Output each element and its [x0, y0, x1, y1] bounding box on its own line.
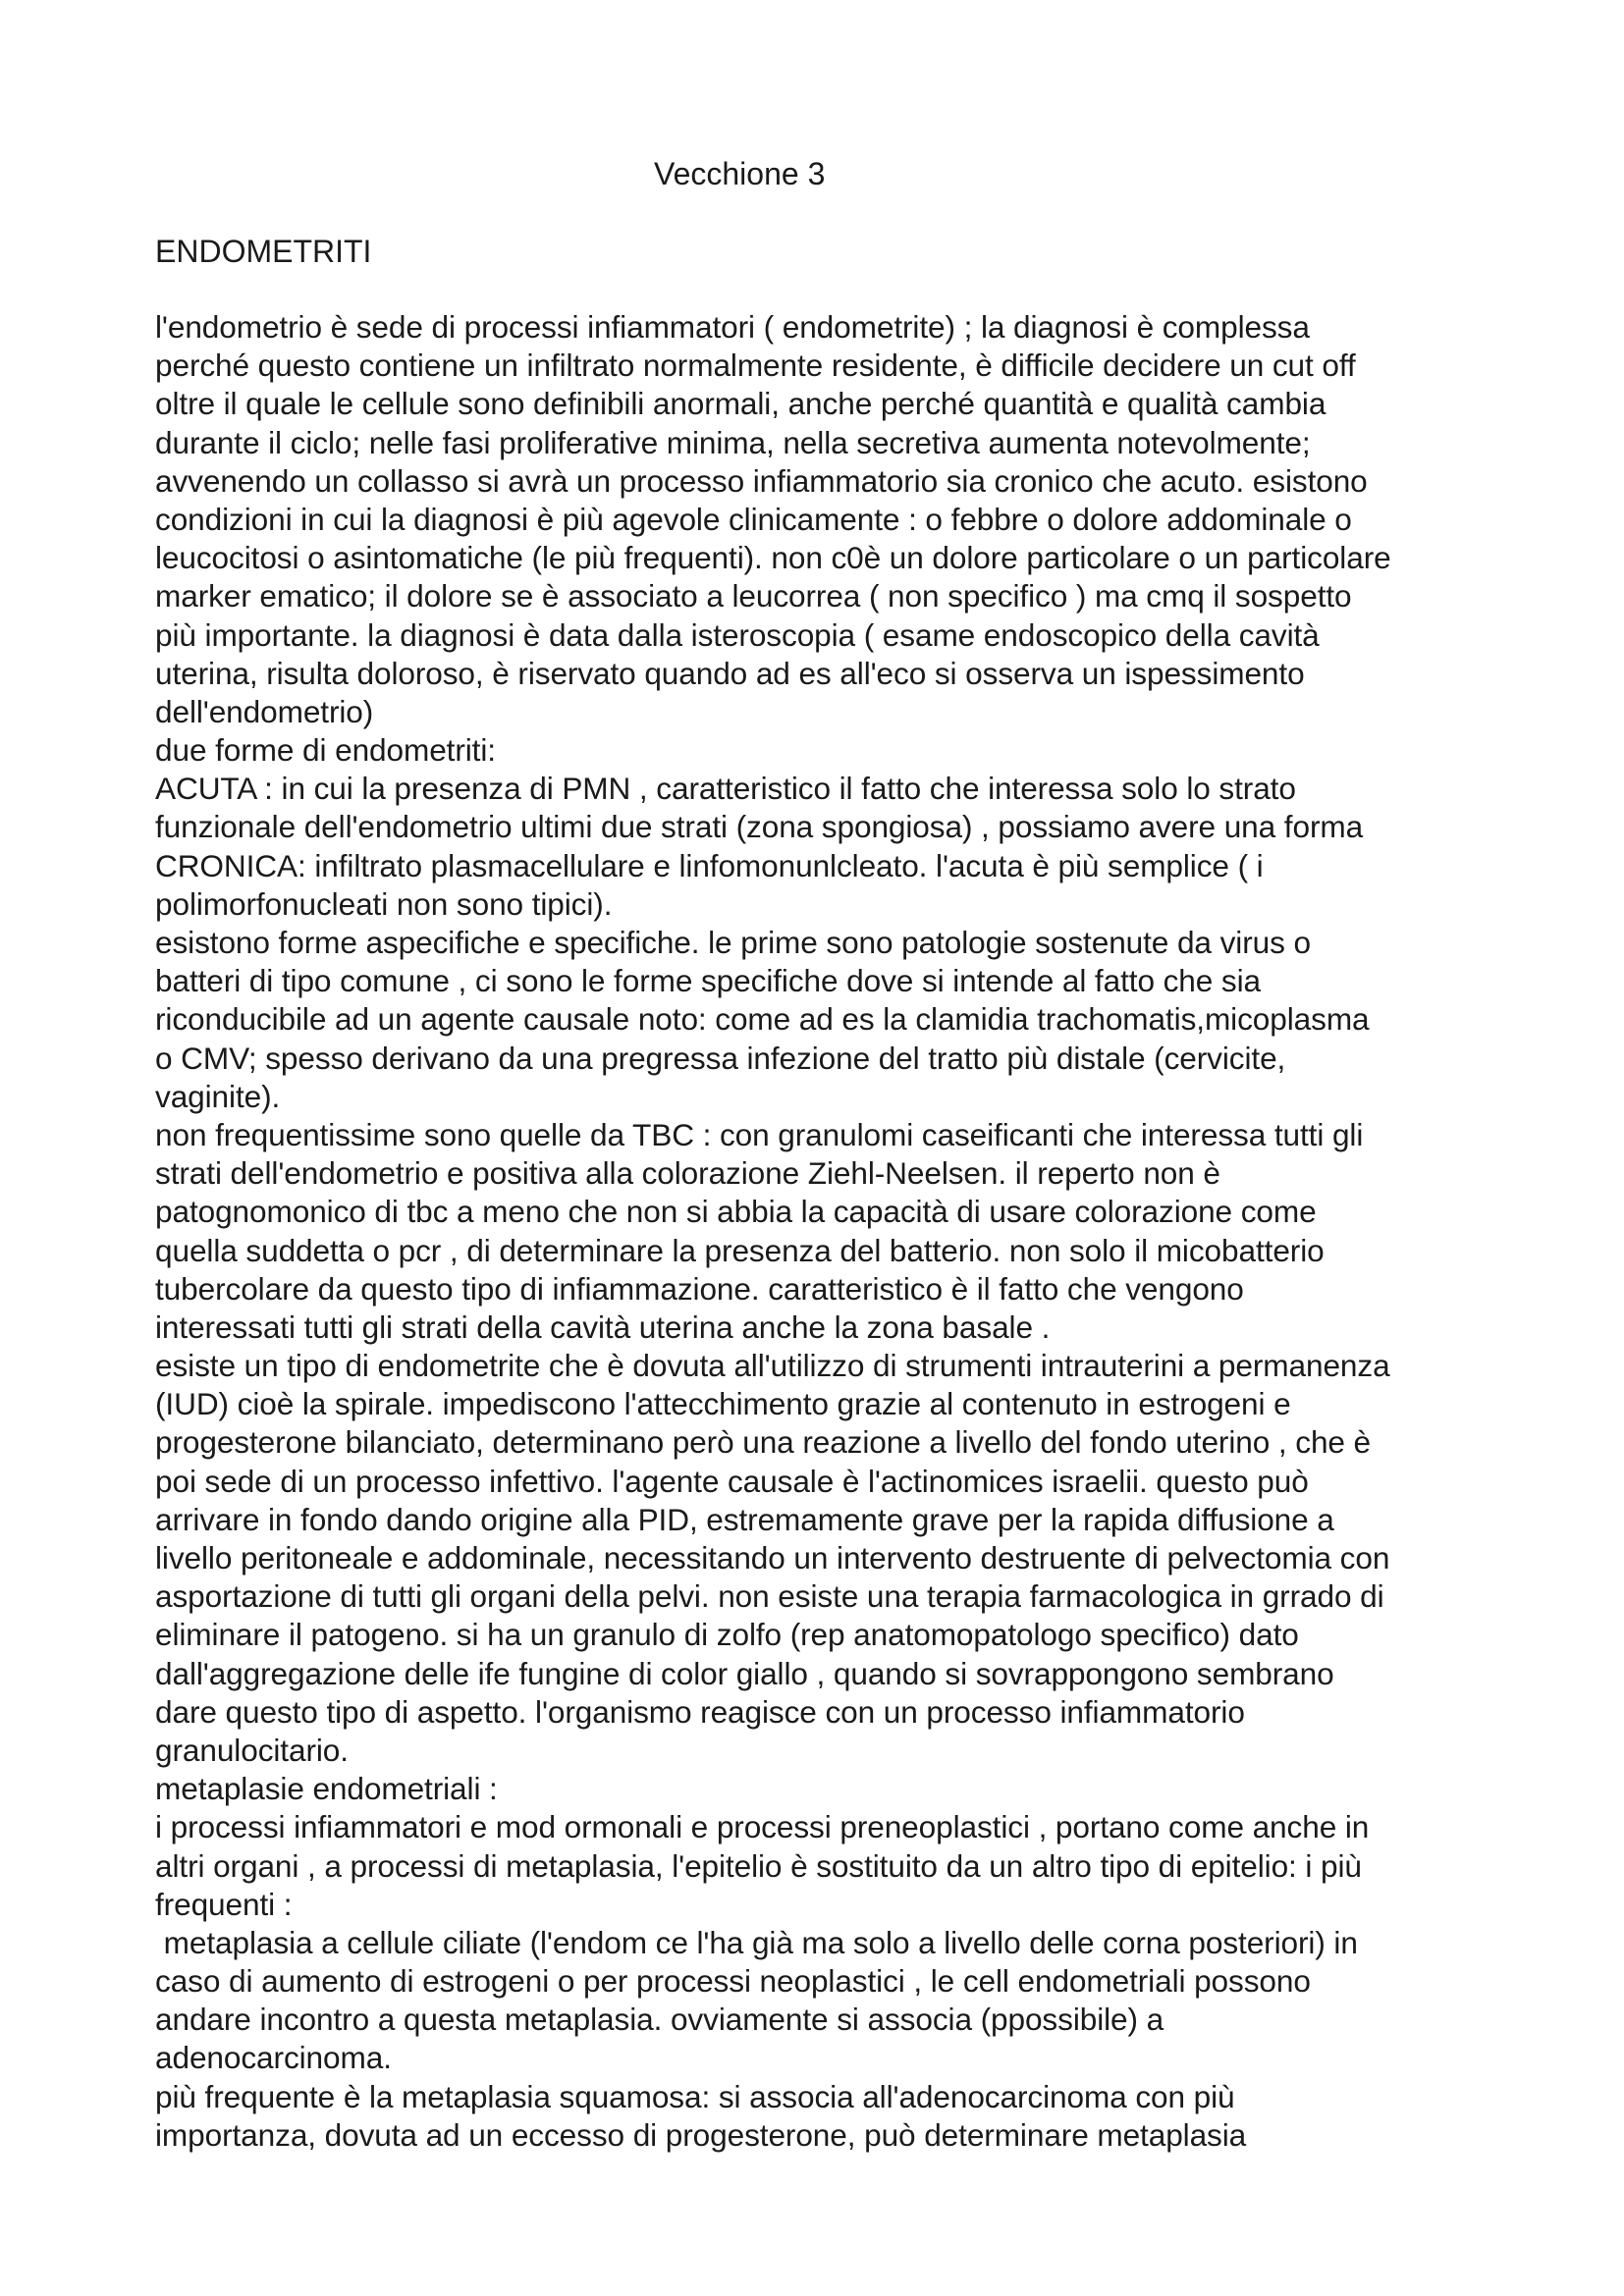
text-line: leucocitosi o asintomatiche (le più frequenti). non c0è un dolore particolare o un particolare [155, 540, 1391, 576]
text-line: progesterone bilanciato, determinano però una reazione a livello del fondo uterino , che è [155, 1424, 1372, 1461]
section-title: ENDOMETRITI [155, 234, 372, 269]
text-line: metaplasie endometriali : [155, 1771, 498, 1807]
text-line: dell'endometrio) [155, 693, 374, 729]
text-line: metaplasia a cellule ciliate (l'endom ce l'ha già ma solo a livello delle corna posteriori) in [155, 1924, 1358, 1960]
text-line: vaginite). [155, 1078, 281, 1114]
text-line: batteri di tipo comune , ci sono le forme specifiche dove si intende al fatto che sia [155, 963, 1261, 999]
text-line: (IUD) cioè la spirale. impediscono l'attecchimento grazie al contenuto in estrogeni e [155, 1386, 1291, 1422]
text-line: perché questo contiene un infiltrato normalmente residente, è difficile decidere un cut off [155, 347, 1356, 384]
text-line: i processi infiammatori e mod ormonali e processi preneoplastici , portano come anche in [155, 1809, 1370, 1845]
text-line: funzionale dell'endometrio ultimi due strati (zona spongiosa) , possiamo avere una forma [155, 809, 1364, 845]
text-line: interessati tutti gli strati della cavità uterina anche la zona basale . [155, 1308, 1051, 1345]
text-line: frequenti : [155, 1886, 293, 1922]
text-line: polimorfonucleati non sono tipici). [155, 885, 613, 922]
text-line: l'endometrio è sede di processi infiammatori ( endometrite) ; la diagnosi è complessa [155, 309, 1310, 345]
text-line: più frequente è la metaplasia squamosa: si associa all'adenocarcinoma con più [155, 2078, 1235, 2114]
text-line: ACUTA : in cui la presenza di PMN , caratteristico il fatto che interessa solo lo strato [155, 771, 1296, 807]
text-line: uterina, risulta doloroso, è riservato quando ad es all'eco si osserva un ispessimento [155, 655, 1305, 691]
text-line: livello peritoneale e addominale, necessitando un intervento destruente di pelvectomia con [155, 1540, 1390, 1575]
text-line: eliminare il patogeno. si ha un granulo di zolfo (rep anatomopatologo specifico) dato [155, 1617, 1299, 1653]
text-line: oltre il quale le cellule sono definibili anormali, anche perché quantità e qualità cambia [155, 386, 1326, 422]
text-line: asportazione di tutti gli organi della pelvi. non esiste una terapia farmacologica in grrado di [155, 1578, 1384, 1615]
page-header: Vecchione 3 [654, 156, 826, 191]
text-line: esiste un tipo di endometrite che è dovuta all'utilizzo di strumenti intrauterini a permanenza [155, 1348, 1390, 1384]
text-line: arrivare in fondo dando origine alla PID, estremamente grave per la rapida diffusione a [155, 1501, 1334, 1537]
text-line: caso di aumento di estrogeni o per processi neoplastici , le cell endometriali possono [155, 1963, 1311, 2000]
text-line: poi sede di un processo infettivo. l'agente causale è l'actinomices israelii. questo può [155, 1463, 1309, 1499]
text-line: quella suddetta o pcr , di determinare la presenza del batterio. non solo il micobatterio [155, 1232, 1325, 1268]
text-line: strati dell'endometrio e positiva alla colorazione Ziehl-Neelsen. il reperto non è [155, 1155, 1220, 1192]
text-line: patognomonico di tbc a meno che non si abbia la capacità di usare colorazione come [155, 1194, 1317, 1230]
text-line: o CMV; spesso derivano da una pregressa infezione del tratto più distale (cervicite, [155, 1040, 1286, 1076]
text-line: granulocitario. [155, 1732, 349, 1768]
text-line: due forme di endometriti: [155, 732, 496, 769]
text-line: più importante. la diagnosi è data dalla isteroscopia ( esame endoscopico della cavità [155, 616, 1320, 653]
text-line: dall'aggregazione delle ife fungine di color giallo , quando si sovrappongono sembrano [155, 1655, 1334, 1691]
text-line: durante il ciclo; nelle fasi proliferative minima, nella secretiva aumenta notevolmente; [155, 424, 1311, 460]
text-line: avvenendo un collasso si avrà un processo infiammatorio sia cronico che acuto. esistono [155, 462, 1368, 499]
text-line: adenocarcinoma. [155, 2040, 392, 2076]
text-line: condizioni in cui la diagnosi è più agevole clinicamente : o febbre o dolore addominale o [155, 501, 1352, 537]
text-line: riconducibile ad un agente causale noto: come ad es la clamidia trachomatis,micoplasma [155, 1001, 1370, 1038]
text-line: marker ematico; il dolore se è associato a leucorrea ( non specifico ) ma cmq il sospetto [155, 578, 1352, 614]
text-line: tubercolare da questo tipo di infiammazione. caratteristico è il fatto che vengono [155, 1270, 1244, 1307]
text-line: esistono forme aspecifiche e specifiche. le prime sono patologie sostenute da virus o [155, 925, 1311, 960]
text-line: altri organi , a processi di metaplasia, l'epitelio è sostituito da un altro tipo di epitelio: i più [155, 1847, 1362, 1884]
text-line: non frequentissime sono quelle da TBC : con granulomi caseificanti che interessa tutti gli [155, 1116, 1364, 1152]
text-line: andare incontro a questa metaplasia. ovviamente si associa (ppossibile) a [155, 2002, 1164, 2038]
text-line: importanza, dovuta ad un eccesso di progesterone, può determinare metaplasia [155, 2116, 1247, 2153]
text-line: dare questo tipo di aspetto. l'organismo reagisce con un processo infiammatorio [155, 1693, 1245, 1730]
text-line: CRONICA: infiltrato plasmacellulare e linfomonunlcleato. l'acuta è più semplice ( i [155, 847, 1264, 883]
body-text [155, 308, 1549, 2155]
